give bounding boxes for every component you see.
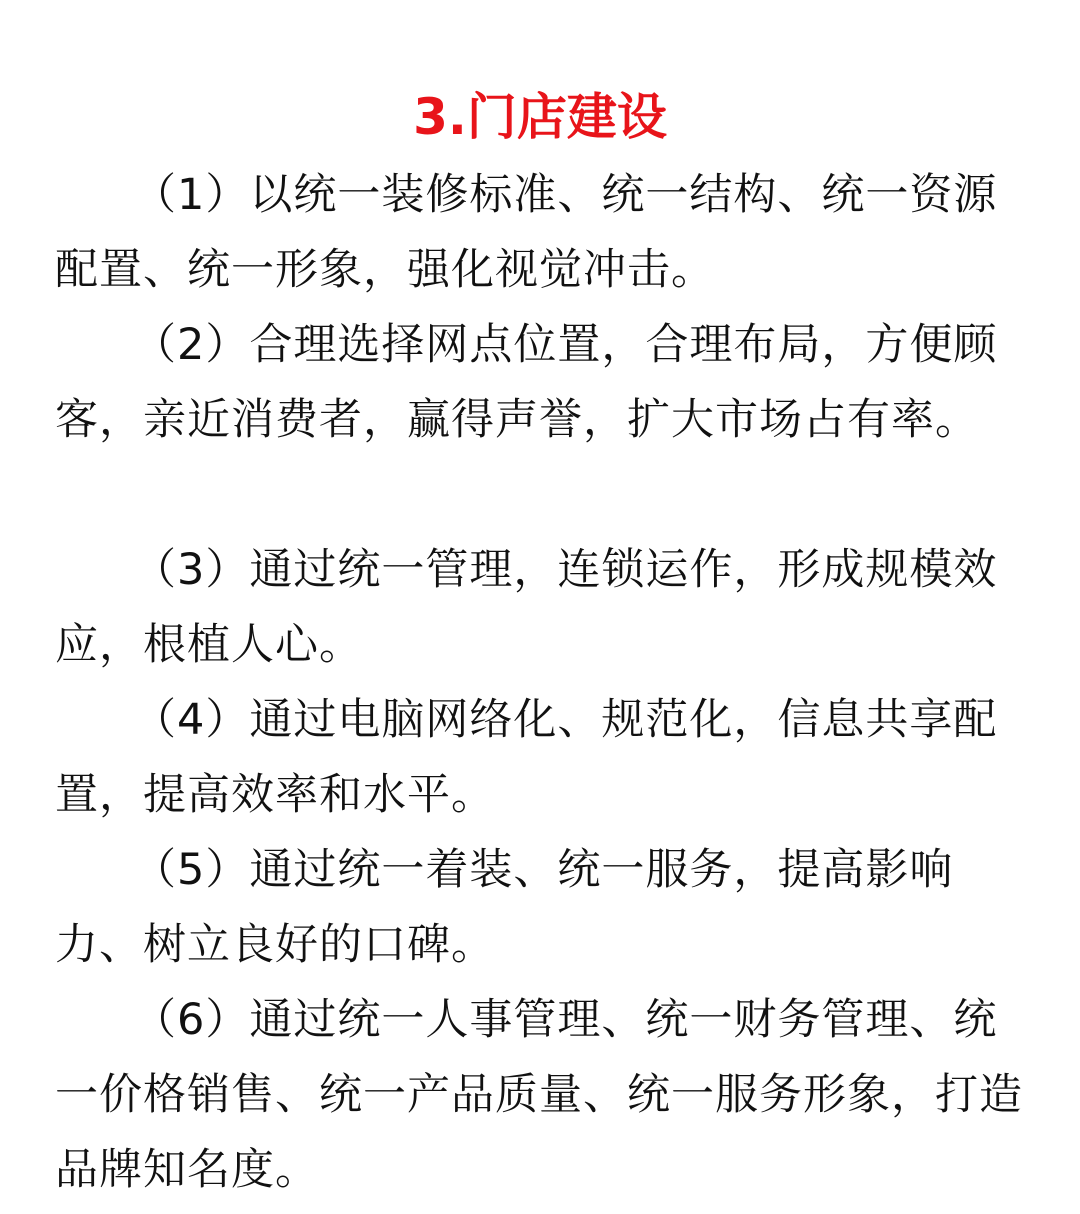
paragraph-marker: （5） [133, 845, 250, 895]
paragraph-6 [55, 983, 1030, 1208]
paragraph-marker: （4） [133, 695, 250, 745]
paragraph-text: 以统一装修标准、统一结构、统一资源配置、统一形象，强化视觉冲击。 [55, 170, 998, 295]
paragraph-text: 通过统一管理，连锁运作，形成规模效应，根植人心。 [55, 545, 998, 670]
paragraph-2 [55, 308, 1030, 458]
paragraph-marker: （1） [133, 170, 250, 220]
section-title: 3.门店建设 [413, 88, 667, 146]
paragraph-text: 通过电脑网络化、规范化，信息共享配置，提高效率和水平。 [55, 695, 998, 820]
paragraph-3 [55, 533, 1030, 683]
paragraph-marker: （2） [133, 320, 250, 370]
paragraph-marker: （6） [133, 995, 250, 1045]
paragraph-text: 合理选择网点位置，合理布局，方便顾客，亲近消费者，赢得声誉，扩大市场占有率。 [55, 320, 998, 445]
paragraph-text: 通过统一着装、统一服务，提高影响力、树立良好的口碑。 [55, 845, 954, 970]
paragraph-text: 通过统一人事管理、统一财务管理、统一价格销售、统一产品质量、统一服务形象，打造品牌知名度。 [55, 995, 1023, 1195]
paragraph-4 [55, 683, 1030, 833]
paragraph-1 [55, 158, 1030, 308]
paragraph-5 [55, 833, 1030, 983]
paragraph-marker: （3） [133, 545, 250, 595]
